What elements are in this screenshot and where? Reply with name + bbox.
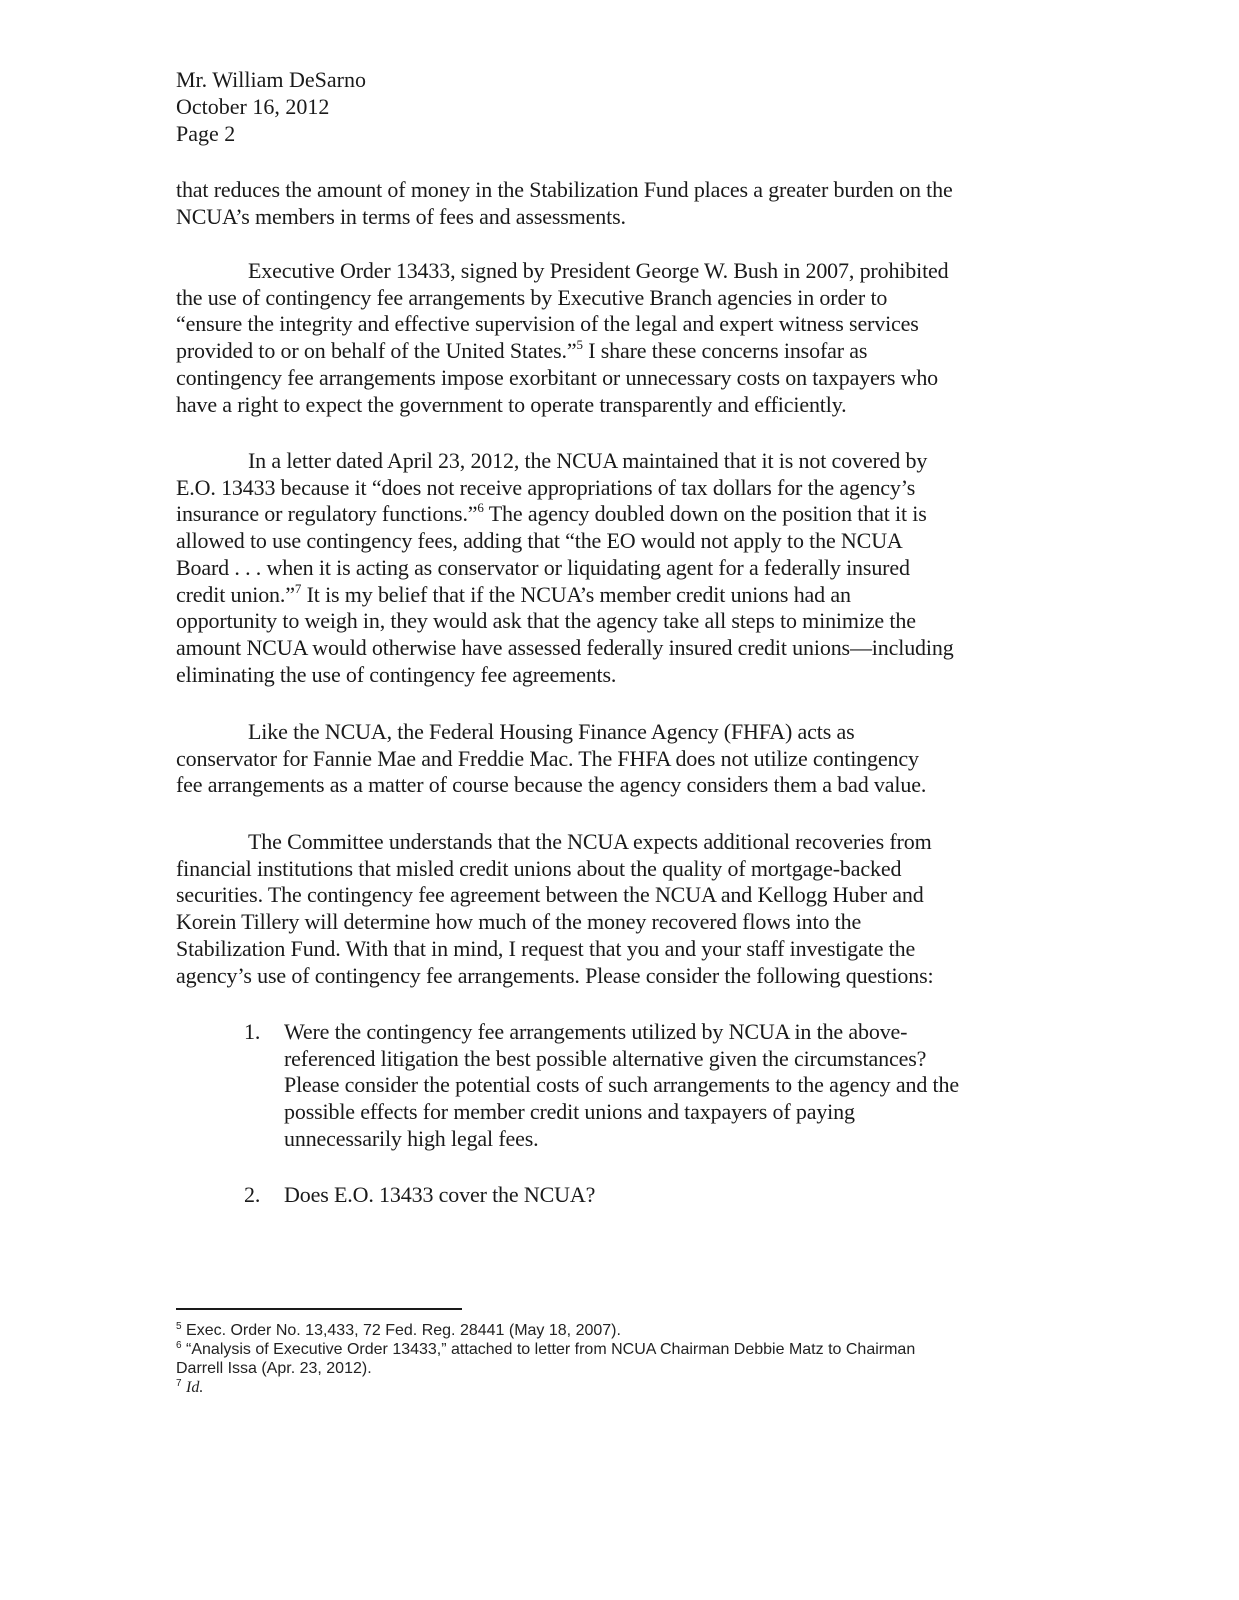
text-line: referenced litigation the best possible alternative given the circumstances?	[284, 1045, 927, 1071]
footnote-5	[176, 1321, 1046, 1340]
text-line: opportunity to weigh in, they would ask that the agency take all steps to minimize the	[176, 608, 916, 634]
list-item	[244, 1182, 1044, 1209]
text-line: provided to or on behalf of the United States.”$^5$ I share these concerns insofar as	[176, 337, 868, 364]
text-line: The Committee understands that the NCUA expects additional recoveries from	[248, 829, 932, 854]
text-line: securities. The contingency fee agreement between the NCUA and Kellogg Huber and	[176, 882, 924, 908]
text-line: Board . . . when it is acting as conservator or liquidating agent for a federally insured	[176, 554, 910, 580]
paragraph-ncua-position	[176, 448, 1040, 688]
text-line: NCUA’s members in terms of fees and assessments.	[176, 203, 626, 229]
text-line: Stabilization Fund. With that in mind, I request that you and your staff investigate the	[176, 935, 916, 961]
footnote-text: Id.	[186, 1379, 204, 1396]
paragraph-executive-order	[176, 258, 1040, 418]
text-line: unnecessarily high legal fees.	[284, 1125, 539, 1151]
text-line: Please consider the potential costs of such arrangements to the agency and the	[284, 1072, 959, 1098]
text-line: possible effects for member credit unions and taxpayers of paying	[284, 1099, 855, 1125]
text-line: agency’s use of contingency fee arrangements. Please consider the following questions:	[176, 962, 934, 988]
text-line: conservator for Fannie Mae and Freddie Mac. The FHFA does not utilize contingency	[176, 745, 919, 771]
text-line: the use of contingency fee arrangements by Executive Branch agencies in order to	[176, 284, 888, 310]
footnote-text: Darrell Issa (Apr. 23, 2012).	[176, 1360, 372, 1377]
letter-header	[176, 66, 366, 147]
text-line: fee arrangements as a matter of course because the agency considers them a bad value.	[176, 772, 927, 798]
text-line: Korein Tillery will determine how much of the money recovered flows into the	[176, 909, 862, 935]
footnote-marker: 7	[294, 580, 302, 596]
text-line: allowed to use contingency fees, adding that “the EO would not apply to the NCUA	[176, 528, 903, 554]
footnote-marker: 5	[576, 337, 583, 353]
footnote-number: 5	[176, 1321, 182, 1332]
footnote-number: 7	[176, 1378, 182, 1389]
footnote-marker: 6	[477, 500, 484, 516]
text-line: amount NCUA would otherwise have assessed federally insured credit unions—including	[176, 634, 954, 660]
list-number: 2.	[244, 1182, 261, 1207]
text-line: insurance or regulatory functions.”$^6$ The agency doubled down on the position that it is	[176, 500, 927, 527]
footnote-text: Exec. Order No. 13,433, 72 Fed. Reg. 28441 (May 18, 2007).	[186, 1322, 621, 1339]
text-line: eliminating the use of contingency fee agreements.	[176, 661, 617, 687]
text-line: contingency fee arrangements impose exorbitant or unnecessary costs on taxpayers who	[176, 364, 939, 390]
footnote-7	[176, 1378, 1046, 1397]
paragraph-committee-request	[176, 829, 1040, 989]
footnote-divider	[176, 1308, 462, 1310]
question-list	[244, 1019, 1044, 1153]
recipient-name: Mr. William DeSarno	[176, 67, 366, 92]
footnotes	[176, 1321, 1046, 1397]
text-line: Like the NCUA, the Federal Housing Finance Agency (FHFA) acts as	[248, 719, 855, 744]
page-number: Page 2	[176, 121, 236, 146]
list-number: 1.	[244, 1019, 261, 1044]
footnote-6-continued	[176, 1359, 1046, 1378]
text-line: “ensure the integrity and effective supervision of the legal and expert witness services	[176, 311, 919, 337]
text-line: Does E.O. 13433 cover the NCUA?	[284, 1182, 596, 1207]
text-line: Were the contingency fee arrangements utilized by NCUA in the above-	[284, 1019, 908, 1044]
paragraph-fhfa	[176, 719, 1040, 799]
footnote-6	[176, 1340, 1046, 1359]
text-line: E.O. 13433 because it “does not receive appropriations of tax dollars for the agency’s	[176, 474, 916, 500]
text-line: that reduces the amount of money in the Stabilization Fund places a greater burden on the	[176, 177, 953, 202]
paragraph-continuation	[176, 177, 1040, 230]
footnote-number: 6	[176, 1340, 182, 1351]
text-line: financial institutions that misled credit unions about the quality of mortgage-backed	[176, 855, 902, 881]
text-line: credit union.”$^7$ It is my belief that if the NCUA’s member credit unions had an	[176, 580, 851, 607]
question-list-continued	[244, 1182, 1044, 1209]
text-line: In a letter dated April 23, 2012, the NCUA maintained that it is not covered by	[248, 448, 928, 473]
letter-date: October 16, 2012	[176, 94, 330, 119]
text-line: Executive Order 13433, signed by President George W. Bush in 2007, prohibited	[248, 258, 949, 283]
footnote-text: “Analysis of Executive Order 13433,” attached to letter from NCUA Chairman Debbie Matz to Chairman	[186, 1341, 916, 1358]
list-item	[244, 1019, 1044, 1153]
text-line: have a right to expect the government to operate transparently and efficiently.	[176, 391, 847, 417]
